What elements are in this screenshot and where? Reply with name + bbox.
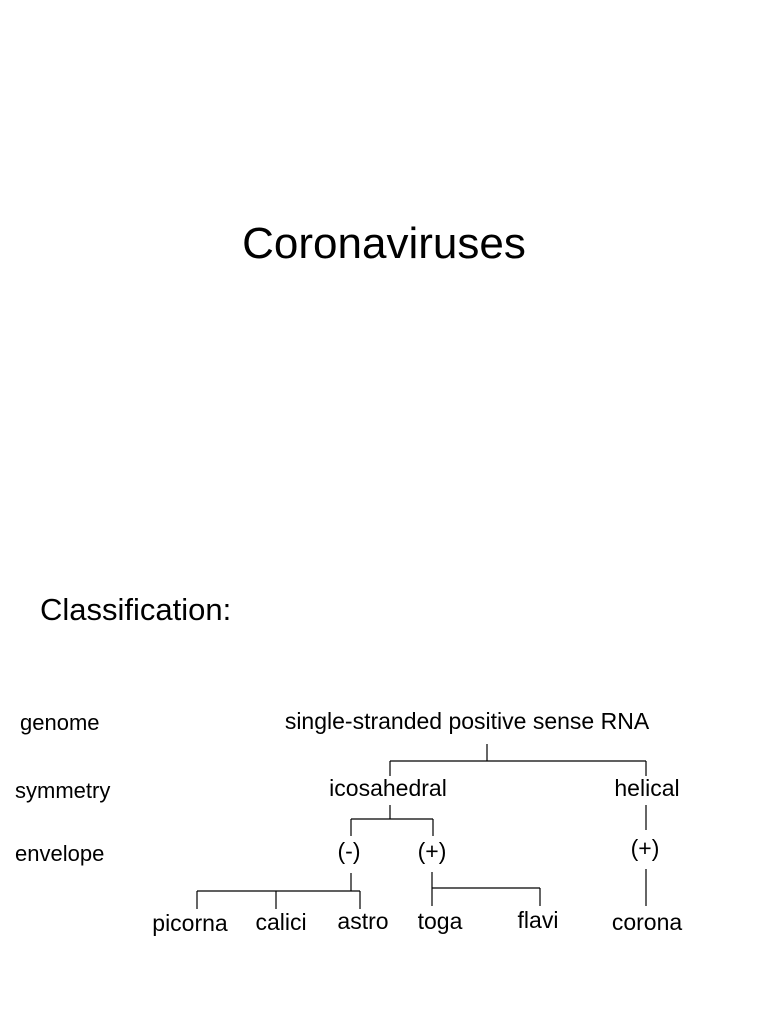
node-icosahedral: icosahedral [329,775,447,801]
node-calici: calici [255,909,307,935]
node-helical: helical [614,775,680,801]
node-helical-envelope-plus: (+) [630,835,660,861]
node-ico-envelope-plus: (+) [417,838,447,864]
node-toga: toga [417,908,463,934]
slide-title: Coronaviruses [242,219,526,268]
node-picorna: picorna [152,910,228,936]
row-label-symmetry: symmetry [15,778,111,803]
row-label-envelope: envelope [15,841,105,866]
node-flavi: flavi [517,907,559,933]
node-corona: corona [611,909,683,935]
node-ico-envelope-minus: (-) [337,838,361,864]
node-astro: astro [337,908,389,934]
classification-heading: Classification: [40,592,232,627]
row-label-genome: genome [20,710,100,735]
node-genome-root: single-stranded positive sense RNA [284,708,650,734]
